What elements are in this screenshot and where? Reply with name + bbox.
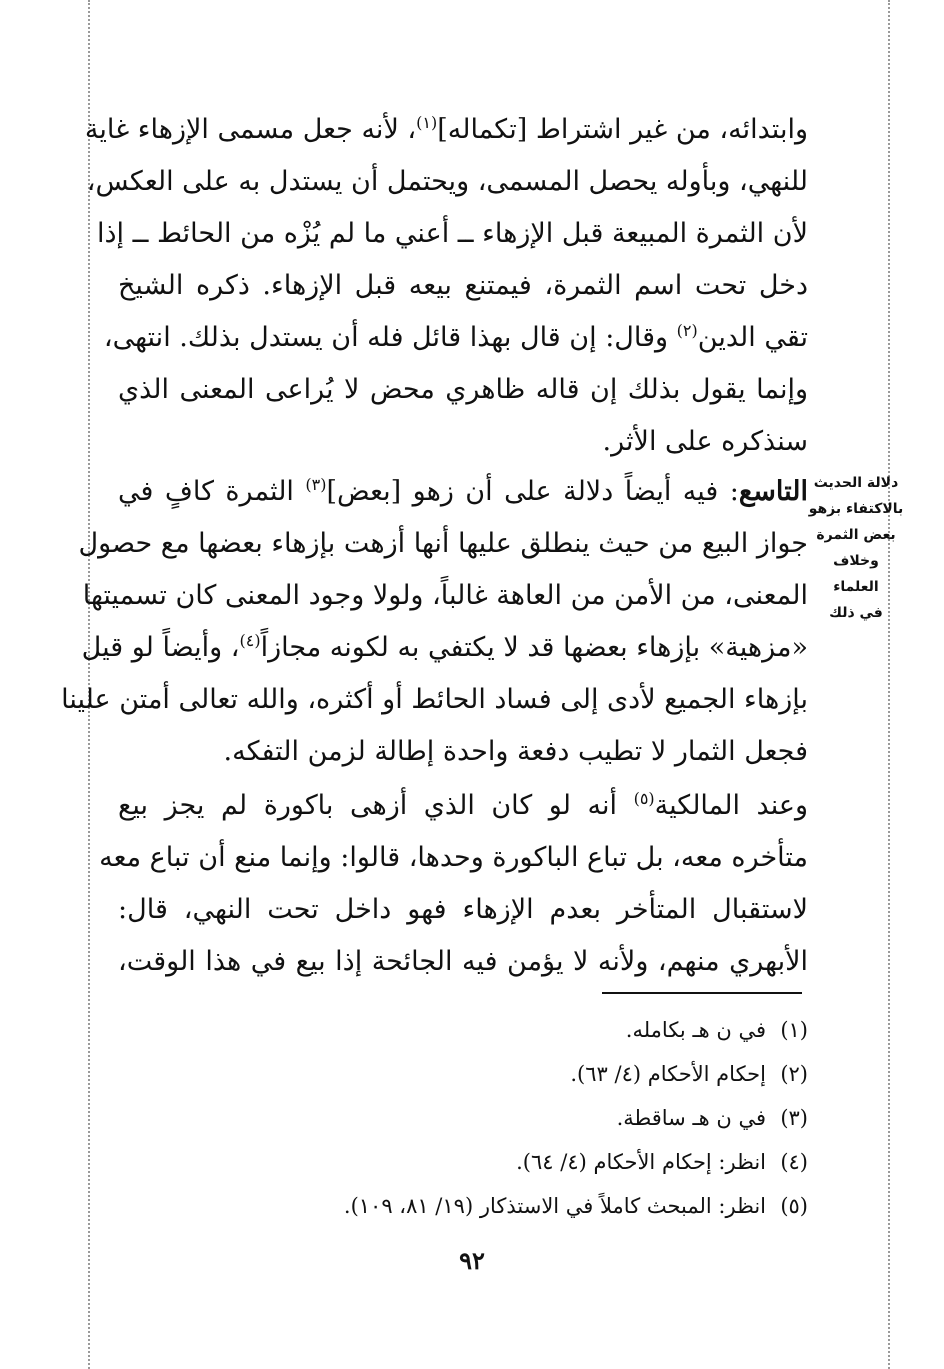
scan-border-right (888, 0, 890, 1369)
footnote-text: في ن هـ ساقطة. (616, 1106, 766, 1130)
paragraph-continuation (84, 104, 808, 468)
footnote-number: (٥) (780, 1194, 808, 1218)
footnote-ref-3[interactable]: (٣) (305, 475, 327, 494)
paragraph-ninth (61, 466, 808, 778)
footnotes (118, 1008, 808, 1228)
footnote-text: انظر: المبحث كاملاً في الاستذكار (١٩/ ٨١، ١٠٩). (343, 1194, 766, 1218)
page-number: ٩٢ (459, 1246, 485, 1275)
footnote-text: انظر: إحكام الأحكام (٤/ ٦٤). (516, 1150, 766, 1174)
text-line (118, 780, 808, 832)
footnote-item (118, 1052, 808, 1096)
margin-heading (808, 470, 904, 626)
text-segment: تقي الدين (697, 322, 808, 353)
margin-heading-line: بالاكتفاء بزهو (808, 501, 904, 517)
footnote-item (118, 1096, 808, 1140)
text-segment: الثمرة كافٍ في (118, 476, 306, 507)
paragraph-malikiyya (99, 780, 808, 988)
footnote-ref-1[interactable]: (١) (416, 113, 438, 132)
text-line: لاستقبال المتأخر بعدم الإزهاء فهو داخل تحت النهي، قال: (118, 894, 808, 925)
text-line: المعنى، من الأمن من العاهة غالباً، ولولا وجود المعنى كان تسميتها (82, 580, 808, 611)
footnote-ref-4[interactable]: (٤) (239, 631, 261, 650)
footnote-number: (٤) (780, 1150, 808, 1174)
text-segment: وعند المالكية (654, 790, 808, 821)
text-line: لأن الثمرة المبيعة قبل الإزهاء ــ أعني ما لم يُزْه من الحائط ــ إذا (97, 218, 808, 249)
footnote-number: (٢) (780, 1062, 808, 1086)
section-lead-word: التاسع (738, 476, 808, 507)
text-segment: وقال: إن قال بهذا قائل فله أن يستدل بذلك. انتهى، (103, 322, 677, 353)
text-line (81, 622, 808, 674)
footnote-ref-2[interactable]: (٢) (676, 321, 698, 340)
footnote-item (118, 1008, 808, 1052)
text-line (103, 312, 808, 364)
footnote-item (118, 1140, 808, 1184)
margin-heading-line: بعض الثمرة (816, 527, 896, 543)
text-segment: ، لأنه جعل مسمى الإزهاء غاية (84, 114, 417, 145)
text-line: الأبهري منهم، ولأنه لا يؤمن فيه الجائحة إذا بيع في هذا الوقت، (118, 946, 808, 977)
text-line: سنذكره على الأثر. (602, 426, 808, 457)
text-segment: : فيه أيضاً دلالة على أن زهو [بعض] (326, 476, 739, 507)
text-line (118, 466, 808, 518)
text-line: للنهي، وبأوله يحصل المسمى، ويحتمل أن يستدل به على العكس، (86, 166, 808, 197)
text-line: دخل تحت اسم الثمرة، فيمتنع بيعه قبل الإزهاء. ذكره الشيخ (118, 270, 808, 301)
footnote-ref-5[interactable]: (٥) (633, 789, 655, 808)
footnote-number: (٣) (780, 1106, 808, 1130)
margin-heading-line: في ذلك (829, 605, 883, 621)
text-segment: ، وأيضاً لو قيل (81, 632, 240, 663)
footnote-text: في ن هـ بكامله. (625, 1018, 766, 1042)
text-line: متأخره معه، بل تباع الباكورة وحدها، قالوا: وإنما منع أن تباع معه (99, 842, 808, 873)
text-line: بإزهاء الجميع لأدى إلى فساد الحائط أو أكثره، والله تعالى أمتن علينا (61, 684, 808, 715)
text-segment: «مزهية» بإزهاء بعضها قد لا يكتفي به لكونه مجازاً (260, 632, 808, 663)
footnote-number: (١) (780, 1018, 808, 1042)
text-segment: أنه لو كان الذي أزهى باكورة لم يجز بيع (118, 790, 634, 821)
text-line: جواز البيع من حيث ينطلق عليها أنها أزهت بإزهاء بعضها مع حصول (78, 528, 808, 559)
footnote-divider (602, 992, 802, 994)
margin-heading-line: دلالة الحديث (813, 475, 899, 491)
text-segment: وابتدائه، من غير اشتراط [تكماله] (437, 114, 808, 145)
text-line: فجعل الثمار لا تطيب دفعة واحدة إطالة لزمن التفكه. (223, 736, 808, 767)
text-line: وإنما يقول بذلك إن قاله ظاهري محض لا يُراعى المعنى الذي (118, 374, 808, 405)
footnote-text: إحكام الأحكام (٤/ ٦٣). (570, 1062, 766, 1086)
footnote-item (118, 1184, 808, 1228)
margin-heading-line: وخلاف العلماء (833, 553, 879, 595)
text-line (84, 104, 808, 156)
